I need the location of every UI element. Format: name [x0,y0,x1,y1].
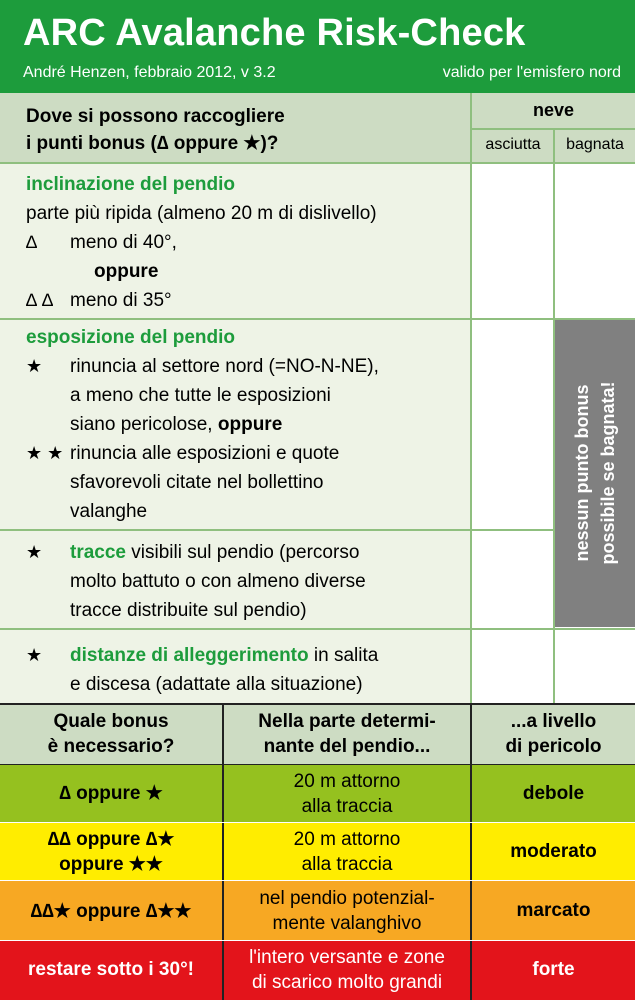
divider [0,628,635,630]
divider [0,529,555,531]
danger-level-cell: forte [532,959,575,980]
wet-snow-header: bagnata [566,136,624,153]
star-icon: ★ [26,645,43,665]
danger-level-cell: moderato [510,841,597,862]
exposure-line: sfavorevoli citate nel bollettino [70,472,324,493]
exposure-line: siano pericolose, oppure [70,414,283,435]
area-cell: l'intero versante e zone di scarico molto grandi [249,947,445,993]
exposure-line: valanghe [70,501,148,522]
bonus-cell: restare sotto i 30°! [28,959,194,980]
divider [470,93,472,705]
double-triangle-icon: ∆ ∆ [26,290,54,310]
bonus-cell: ∆∆★ oppure ∆★★ [30,901,192,922]
divider [0,822,635,823]
dry-snow-column [472,163,554,705]
exposure-line: rinuncia alle esposizioni e quote [70,443,340,464]
tracks-line-2: molto battuto o con almeno diverse [70,571,366,592]
area-cell: 20 m attorno alla traccia [293,771,401,817]
slope-title: inclinazione del pendio [26,174,236,195]
exposure-line: rinuncia al settore nord (=NO-N-NE), [70,356,379,377]
divider [470,705,472,1000]
star-icon: ★ [26,542,43,562]
danger-level-cell: marcato [516,900,591,921]
author-version: André Henzen, febbraio 2012, v 3.2 [23,64,276,81]
double-star-icon: ★ ★ [26,443,64,463]
danger-level-cell: debole [522,783,585,804]
distance-line-1: distanze di alleggerimento in salita [70,645,379,666]
hemisphere-note: valido per l'emisfero nord [442,64,621,81]
bonus-cell: ∆∆ oppure ∆★ oppure ★★ [47,829,175,875]
area-cell: 20 m attorno alla traccia [293,829,401,875]
wet-snow-note: nessun punto bonus possibile se bagnata! [572,381,618,565]
tracks-line-1: tracce visibili sul pendio (percorso [70,542,360,563]
snow-header: neve [532,100,575,120]
slope-option-1: meno di 40°, [70,232,177,253]
exposure-line: a meno che tutte le esposizioni [70,385,331,406]
header-area: Nella parte determi- nante del pendio... [258,711,436,757]
divider [472,128,635,130]
distance-line-2: e discesa (adattate alla situazione) [70,674,363,695]
triangle-icon: ∆ [26,232,38,252]
header-danger-level: ...a livello di pericolo [505,711,602,757]
star-icon: ★ [26,356,43,376]
bonus-question: Dove si possono raccogliere i punti bonus (∆ oppure ★)? [26,106,285,154]
divider [0,880,635,881]
slope-desc: parte più ripida (almeno 20 m di dislivello) [26,203,377,224]
divider [0,318,635,320]
divider [0,940,635,941]
divider [0,764,635,765]
tracks-line-3: tracce distribuite sul pendio) [70,600,307,621]
page-title: ARC Avalanche Risk-Check [23,12,526,54]
divider [222,705,224,1000]
bonus-cell: ∆ oppure ★ [59,783,163,804]
slope-option-2: meno di 35° [70,290,172,311]
slope-or: oppure [94,261,159,282]
header-bonus: Quale bonus è necessario? [47,711,175,757]
exposure-title: esposizione del pendio [26,327,236,348]
divider [0,162,635,164]
dry-snow-header: asciutta [485,136,541,153]
area-cell: nel pendio potenzial- mente valanghivo [259,888,435,934]
